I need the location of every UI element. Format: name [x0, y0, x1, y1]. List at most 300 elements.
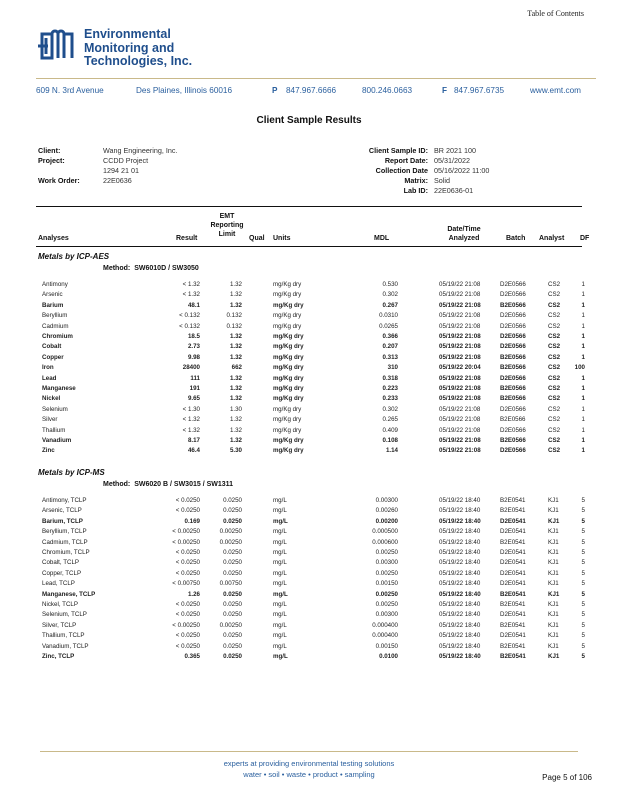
- units-cell: mg/Kg dry: [273, 291, 302, 299]
- col-reporting-limit: [207, 212, 247, 239]
- mdl-cell: 0.00300: [375, 559, 398, 567]
- result-cell: 18.5: [187, 333, 200, 340]
- batch-cell: D2E0566: [500, 374, 526, 382]
- table-row: [0, 322, 618, 333]
- analyte-cell: Copper, TCLP: [42, 569, 82, 577]
- batch-cell: B2E0566: [500, 395, 526, 403]
- df-cell: 5: [581, 549, 585, 556]
- mdl-cell: 0.223: [382, 385, 398, 392]
- analyst-cell: CS2: [548, 312, 561, 320]
- table-row: [0, 600, 618, 611]
- units-cell: mg/Kg dry: [273, 301, 304, 309]
- units-cell: mg/L: [273, 632, 287, 640]
- table-row: [0, 280, 618, 291]
- table-row: [0, 517, 618, 528]
- analyst-cell: KJ1: [548, 590, 560, 598]
- units-cell: mg/Kg dry: [273, 395, 304, 403]
- date-cell: 05/19/22 21:08: [439, 312, 481, 320]
- collection-date-label: Collection Date: [375, 166, 428, 175]
- batch-cell: D2E0566: [500, 405, 526, 413]
- units-cell: mg/Kg dry: [273, 405, 302, 413]
- batch-cell: D2E0566: [500, 322, 526, 330]
- table-row: [0, 353, 618, 364]
- mdl-cell: 0.00150: [375, 580, 398, 588]
- limit-cell: 1.32: [229, 343, 242, 351]
- units-cell: mg/L: [273, 569, 287, 577]
- result-cell: < 0.0250: [175, 559, 200, 567]
- date-cell: 05/19/22 18:40: [439, 538, 481, 546]
- phone-label: P: [272, 86, 278, 95]
- mdl-cell: 0.000600: [372, 538, 398, 546]
- limit-cell: 1.32: [229, 385, 242, 392]
- limit-cell: 0.0250: [223, 559, 242, 567]
- analyte-cell: Lead, TCLP: [42, 580, 75, 588]
- analyte-cell: Silver, TCLP: [42, 621, 77, 629]
- date-cell: 05/19/22 18:40: [439, 559, 481, 567]
- analyte-cell: Cadmium: [42, 322, 69, 330]
- limit-cell: 1.32: [229, 437, 242, 444]
- df-cell: 1: [581, 333, 585, 340]
- df-cell: 5: [581, 611, 585, 619]
- result-cell: < 0.0250: [175, 642, 200, 650]
- limit-cell: 1.30: [229, 405, 242, 413]
- analyte-cell: Barium, TCLP: [42, 517, 83, 525]
- analyte-cell: Barium: [42, 301, 64, 309]
- date-cell: 05/19/22 18:40: [439, 549, 481, 556]
- df-cell: 1: [581, 343, 585, 351]
- date-cell: 05/19/22 18:40: [439, 642, 481, 650]
- batch-cell: D2E0541: [500, 517, 526, 525]
- table-row: [0, 436, 618, 447]
- df-cell: 1: [581, 312, 585, 320]
- analyst-cell: KJ1: [548, 611, 559, 619]
- batch-cell: D2E0541: [500, 611, 526, 619]
- mdl-cell: 0.0100: [379, 653, 398, 660]
- mdl-cell: 0.313: [382, 353, 398, 361]
- date-cell: 05/19/22 21:08: [439, 322, 481, 330]
- table-row: [0, 590, 618, 601]
- batch-cell: D2E0541: [500, 559, 526, 567]
- result-cell: < 0.00250: [172, 528, 200, 536]
- result-cell: < 0.0250: [175, 601, 200, 608]
- address-web[interactable]: www.emt.com: [530, 86, 581, 95]
- col-qual: Qual: [249, 235, 265, 242]
- date-cell: 05/19/22 18:40: [439, 632, 481, 640]
- units-cell: mg/Kg dry: [273, 426, 302, 434]
- date-cell: 05/19/22 18:40: [439, 528, 481, 536]
- limit-cell: 0.132: [226, 312, 242, 320]
- units-cell: mg/L: [273, 528, 287, 536]
- result-cell: 9.65: [187, 395, 200, 403]
- info-left-labels: [38, 146, 98, 186]
- result-cell: < 0.0250: [175, 549, 200, 556]
- result-cell: < 1.30: [182, 405, 200, 413]
- result-cell: 46.4: [187, 447, 200, 455]
- col-reporting: Reporting: [210, 222, 244, 229]
- analyst-cell: KJ1: [548, 517, 560, 525]
- analyst-cell: KJ1: [548, 642, 559, 650]
- units-cell: mg/Kg dry: [273, 322, 302, 330]
- df-cell: 1: [581, 322, 585, 330]
- result-cell: < 0.00250: [172, 538, 200, 546]
- units-cell: mg/Kg dry: [273, 374, 304, 382]
- footer-services: water • soil • waste • product • sampling: [243, 770, 375, 779]
- batch-cell: B2E0541: [500, 590, 526, 598]
- date-cell: 05/19/22 21:08: [439, 374, 481, 382]
- col-analyzed-label: Analyzed: [448, 235, 480, 242]
- analyst-cell: CS2: [548, 281, 561, 288]
- table-row: [0, 426, 618, 437]
- table-row: [0, 652, 618, 663]
- df-cell: 1: [581, 374, 585, 382]
- table-row: [0, 290, 618, 301]
- analyte-cell: Selenium: [42, 405, 68, 413]
- analyst-cell: KJ1: [548, 569, 559, 577]
- table-row: [0, 301, 618, 312]
- analyst-cell: CS2: [548, 291, 561, 299]
- df-cell: 1: [581, 405, 585, 413]
- df-cell: 1: [581, 353, 585, 361]
- info-right-labels: [330, 146, 428, 196]
- limit-cell: 1.32: [229, 333, 242, 340]
- df-cell: 5: [581, 538, 585, 546]
- col-df: DF: [580, 235, 590, 242]
- date-cell: 05/19/22 21:08: [439, 385, 481, 392]
- analyte-cell: Vanadium, TCLP: [42, 642, 89, 650]
- limit-cell: 1.32: [229, 353, 242, 361]
- date-cell: 05/19/22 21:08: [439, 395, 481, 403]
- analyte-cell: Arsenic, TCLP: [42, 507, 82, 515]
- result-cell: 111: [190, 374, 200, 382]
- df-cell: 1: [581, 385, 585, 392]
- analyte-cell: Nickel, TCLP: [42, 601, 78, 608]
- method-line: [103, 265, 199, 272]
- df-cell: 1: [581, 416, 585, 424]
- batch-cell: D2E0566: [500, 447, 526, 455]
- limit-cell: 1.32: [229, 301, 242, 309]
- client-value: Wang Engineering, Inc.: [103, 146, 178, 155]
- address-phone: 847.967.6666: [286, 86, 337, 95]
- analyte-cell: Iron: [42, 364, 54, 372]
- result-cell: < 1.32: [182, 291, 200, 299]
- analyst-cell: KJ1: [548, 528, 559, 536]
- df-cell: 1: [581, 437, 585, 444]
- table-row: [0, 558, 618, 569]
- mdl-cell: 0.267: [382, 301, 398, 309]
- batch-cell: D2E0541: [500, 632, 526, 640]
- result-cell: 2.73: [187, 343, 200, 351]
- limit-cell: 0.0250: [223, 517, 242, 525]
- collection-date-value: 05/16/2022 11:00: [434, 166, 490, 175]
- analyte-cell: Lead: [42, 374, 57, 382]
- table-row: [0, 405, 618, 416]
- units-cell: mg/L: [273, 559, 287, 567]
- mdl-cell: 0.00250: [375, 549, 398, 556]
- result-cell: < 0.0250: [175, 507, 200, 515]
- analyte-cell: Arsenic: [42, 291, 63, 299]
- result-cell: 0.169: [184, 517, 200, 525]
- batch-cell: D2E0566: [500, 291, 526, 299]
- table-of-contents-link[interactable]: Table of Contents: [527, 9, 584, 18]
- analyte-cell: Antimony, TCLP: [42, 497, 87, 504]
- table-row: [0, 342, 618, 353]
- date-cell: 05/19/22 21:08: [439, 426, 481, 434]
- table-row: [0, 506, 618, 517]
- date-cell: 05/19/22 21:08: [439, 405, 481, 413]
- mdl-cell: 0.318: [382, 374, 398, 382]
- analyte-cell: Silver: [42, 416, 58, 424]
- method-value: SW6020 B / SW3015 / SW1311: [134, 481, 234, 488]
- limit-cell: 0.00250: [219, 621, 242, 629]
- df-cell: 1: [581, 395, 585, 403]
- method-value: SW6010D / SW3050: [134, 265, 199, 272]
- table-row: [0, 569, 618, 580]
- batch-cell: D2E0566: [500, 426, 526, 434]
- date-cell: 05/19/22 21:08: [439, 416, 481, 424]
- mdl-cell: 0.0265: [379, 322, 398, 330]
- section-title: Metals by ICP-AES: [38, 252, 110, 261]
- analyte-cell: Manganese, TCLP: [42, 590, 96, 598]
- mdl-cell: 0.00200: [375, 517, 398, 525]
- analyte-cell: Vanadium: [42, 437, 72, 444]
- mdl-cell: 0.409: [382, 426, 398, 434]
- result-cell: < 0.132: [179, 322, 200, 330]
- analyte-cell: Thallium: [42, 426, 66, 434]
- analyte-cell: Cobalt: [42, 343, 62, 351]
- date-cell: 05/19/22 18:40: [439, 621, 481, 629]
- df-cell: 5: [581, 528, 585, 536]
- company-line-3: Technologies, Inc.: [84, 54, 193, 68]
- analyst-cell: CS2: [548, 374, 561, 382]
- sample-id-label: Client Sample ID:: [368, 146, 428, 155]
- batch-cell: B2E0541: [500, 621, 526, 629]
- batch-cell: D2E0541: [500, 580, 526, 588]
- result-cell: 9.98: [187, 353, 200, 361]
- header-divider: [36, 78, 596, 79]
- table-row: [0, 538, 618, 549]
- result-cell: < 0.0250: [175, 611, 200, 619]
- analyst-cell: CS2: [548, 322, 561, 330]
- df-cell: 5: [581, 642, 585, 650]
- df-cell: 5: [581, 559, 585, 567]
- units-cell: mg/L: [273, 642, 287, 650]
- result-cell: 1.26: [187, 590, 200, 598]
- section-title: Metals by ICP-MS: [38, 468, 105, 477]
- analyst-cell: KJ1: [548, 621, 559, 629]
- page-number: Page 5 of 106: [542, 773, 592, 782]
- df-cell: 100: [574, 364, 585, 372]
- analyte-cell: Selenium, TCLP: [42, 611, 87, 619]
- df-cell: 1: [581, 426, 585, 434]
- report-date-label: Report Date:: [384, 156, 428, 165]
- units-cell: mg/Kg dry: [273, 416, 302, 424]
- analyst-cell: KJ1: [548, 632, 559, 640]
- date-cell: 05/19/22 20:04: [439, 364, 481, 372]
- batch-cell: B2E0566: [500, 416, 526, 424]
- batch-cell: B2E0541: [500, 507, 526, 515]
- matrix-value: Solid: [434, 176, 450, 185]
- batch-cell: B2E0541: [500, 653, 526, 660]
- limit-cell: 662: [231, 364, 242, 372]
- col-batch: Batch: [506, 235, 526, 242]
- units-cell: mg/Kg dry: [273, 312, 302, 320]
- batch-cell: D2E0566: [500, 312, 526, 320]
- analyst-cell: KJ1: [548, 497, 559, 504]
- df-cell: 5: [581, 653, 585, 660]
- table-row: [0, 363, 618, 374]
- mdl-cell: 0.000500: [372, 528, 398, 536]
- analyte-cell: Zinc, TCLP: [42, 653, 75, 660]
- batch-cell: B2E0566: [500, 385, 526, 392]
- mdl-cell: 0.108: [382, 437, 398, 444]
- df-cell: 5: [581, 632, 585, 640]
- mdl-cell: 0.00150: [375, 642, 398, 650]
- units-cell: mg/L: [273, 497, 287, 504]
- batch-cell: B2E0541: [500, 538, 526, 546]
- table-header-rule: [36, 246, 582, 247]
- analyte-cell: Beryllium, TCLP: [42, 528, 87, 536]
- address-city: Des Plaines, Illinois 60016: [136, 86, 233, 95]
- table-row: [0, 621, 618, 632]
- date-cell: 05/19/22 21:08: [439, 447, 481, 455]
- units-cell: mg/Kg dry: [273, 364, 304, 372]
- table-row: [0, 311, 618, 322]
- analyte-cell: Cadmium, TCLP: [42, 538, 88, 546]
- col-analyst: Analyst: [539, 235, 565, 242]
- date-cell: 05/19/22 18:40: [439, 611, 481, 619]
- batch-cell: B2E0566: [500, 437, 526, 444]
- project-number: 1294 21 01: [103, 166, 139, 175]
- units-cell: mg/Kg dry: [273, 437, 304, 444]
- project-label: Project:: [38, 156, 65, 165]
- limit-cell: 1.32: [229, 416, 242, 424]
- analyst-cell: CS2: [548, 447, 561, 455]
- units-cell: mg/Kg dry: [273, 343, 304, 351]
- col-mdl: MDL: [374, 235, 390, 242]
- batch-cell: B2E0566: [500, 364, 526, 372]
- table-row: [0, 548, 618, 559]
- result-cell: < 0.0250: [175, 569, 200, 577]
- mdl-cell: 1.14: [385, 447, 398, 455]
- limit-cell: 0.0250: [223, 642, 242, 650]
- df-cell: 5: [581, 590, 585, 598]
- batch-cell: B2E0566: [500, 353, 526, 361]
- units-cell: mg/L: [273, 621, 287, 629]
- analyst-cell: KJ1: [548, 507, 559, 515]
- df-cell: 1: [581, 301, 585, 309]
- analyst-cell: CS2: [548, 426, 561, 434]
- df-cell: 5: [581, 601, 585, 608]
- report-date-value: 05/31/2022: [434, 156, 470, 165]
- df-cell: 5: [581, 507, 585, 515]
- df-cell: 5: [581, 517, 585, 525]
- table-row: [0, 384, 618, 395]
- fax-label: F: [442, 86, 448, 95]
- analyst-cell: KJ1: [548, 601, 559, 608]
- mdl-cell: 0.00300: [375, 611, 398, 619]
- units-cell: mg/L: [273, 590, 288, 598]
- analyst-cell: CS2: [548, 301, 561, 309]
- analyst-cell: KJ1: [548, 559, 559, 567]
- date-cell: 05/19/22 21:08: [439, 291, 481, 299]
- df-cell: 1: [581, 281, 585, 288]
- table-row: [0, 642, 618, 653]
- result-cell: < 0.0250: [175, 497, 200, 504]
- address-street: 609 N. 3rd Avenue: [36, 86, 104, 95]
- units-cell: mg/L: [273, 507, 287, 515]
- result-cell: 48.1: [187, 301, 200, 309]
- result-cell: < 0.132: [179, 312, 200, 320]
- table-top-rule: [36, 206, 582, 207]
- date-cell: 05/19/22 21:08: [439, 333, 481, 340]
- mdl-cell: 0.00250: [375, 569, 398, 577]
- mdl-cell: 0.00250: [375, 601, 398, 608]
- table-row: [0, 579, 618, 590]
- limit-cell: 0.132: [226, 322, 242, 330]
- analyst-cell: KJ1: [548, 538, 559, 546]
- date-cell: 05/19/22 18:40: [439, 601, 481, 608]
- matrix-label: Matrix:: [404, 176, 428, 185]
- page-title: Client Sample Results: [256, 115, 362, 126]
- df-cell: 5: [581, 569, 585, 577]
- units-cell: mg/L: [273, 601, 287, 608]
- limit-cell: 0.0250: [223, 611, 242, 619]
- analyte-cell: Beryllium: [42, 312, 68, 320]
- analyte-cell: Cobalt, TCLP: [42, 559, 80, 567]
- analyte-cell: Chromium, TCLP: [42, 549, 90, 556]
- batch-cell: D2E0566: [500, 333, 526, 340]
- method-label: Method:: [103, 265, 131, 272]
- limit-cell: 0.0250: [223, 497, 242, 504]
- date-cell: 05/19/22 21:08: [439, 301, 481, 309]
- mdl-cell: 0.00260: [375, 507, 398, 515]
- units-cell: mg/L: [273, 580, 287, 588]
- analyst-cell: CS2: [548, 364, 561, 372]
- analyst-cell: CS2: [548, 333, 561, 340]
- date-cell: 05/19/22 18:40: [439, 497, 481, 504]
- result-cell: < 1.32: [182, 281, 200, 288]
- col-datetime-label: Date/Time: [447, 226, 481, 233]
- date-cell: 05/19/22 21:08: [439, 437, 481, 444]
- mdl-cell: 0.530: [382, 281, 398, 288]
- units-cell: mg/Kg dry: [273, 447, 304, 455]
- table-row: [0, 631, 618, 642]
- date-cell: 05/19/22 18:40: [439, 580, 481, 588]
- units-cell: mg/Kg dry: [273, 353, 304, 361]
- batch-cell: D2E0566: [500, 343, 526, 351]
- analyst-cell: CS2: [548, 353, 561, 361]
- table-row: [0, 496, 618, 507]
- analyte-cell: Manganese: [42, 385, 76, 392]
- analyst-cell: CS2: [548, 343, 561, 351]
- sample-id-value: BR 2021 100: [434, 146, 476, 155]
- col-datetime: [440, 225, 488, 243]
- info-left-values: [103, 146, 223, 186]
- date-cell: 05/19/22 21:08: [439, 353, 481, 361]
- result-cell: < 1.32: [182, 416, 200, 424]
- mdl-cell: 0.265: [382, 416, 398, 424]
- result-cell: < 0.00750: [172, 580, 200, 588]
- batch-cell: D2E0541: [500, 549, 526, 556]
- batch-cell: D2E0566: [500, 281, 526, 288]
- units-cell: mg/L: [273, 517, 288, 525]
- address-fax: 847.967.6735: [454, 86, 505, 95]
- units-cell: mg/Kg dry: [273, 281, 302, 288]
- result-cell: < 0.0250: [175, 632, 200, 640]
- limit-cell: 1.32: [229, 374, 242, 382]
- workorder-value: 22E0636: [103, 176, 132, 185]
- date-cell: 05/19/22 18:40: [439, 507, 481, 515]
